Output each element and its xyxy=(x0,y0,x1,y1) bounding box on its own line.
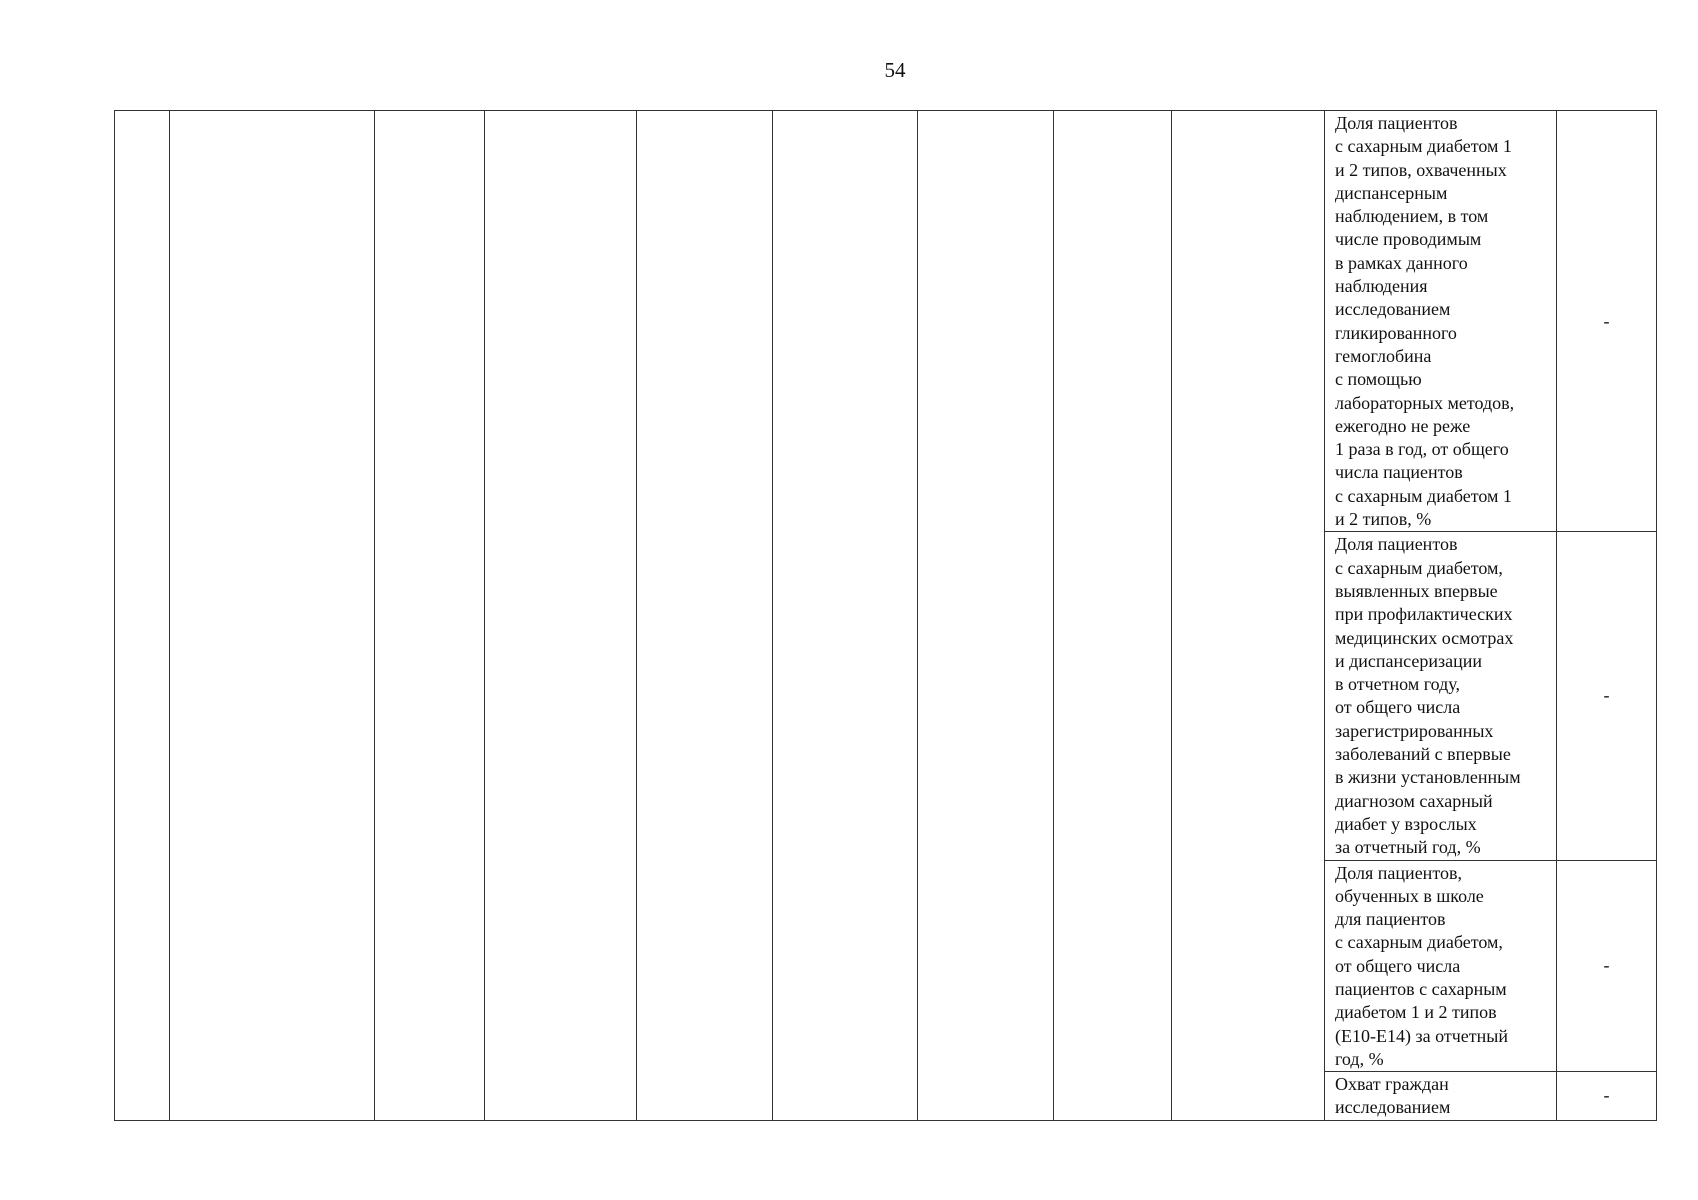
table-cell-empty xyxy=(918,111,1054,1121)
table-row xyxy=(115,111,1657,532)
indicator-name: Доля пациентов с сахарным диабетом 1 и 2 типов, охваченных диспансерным наблюдением, в том числе проводимым в рамках данного наблюдения исследованием гликированного гемоглобина с помощью лабораторных методов, ежегодно не реже 1 раза в год, от общего числа пациентов с сахарным диабетом 1 и 2 типов, % xyxy=(1325,111,1557,532)
page-number: 54 xyxy=(884,58,906,82)
indicator-value: - xyxy=(1557,111,1657,532)
table-cell-empty xyxy=(375,111,485,1121)
table-cell-empty xyxy=(773,111,918,1121)
table-cell-empty xyxy=(637,111,773,1121)
table-cell-empty xyxy=(1172,111,1325,1121)
indicator-name: Охват граждан исследованием xyxy=(1325,1072,1557,1121)
table-cell-empty xyxy=(170,111,375,1121)
indicator-value: - xyxy=(1557,860,1657,1072)
document-table xyxy=(114,110,1657,1121)
indicator-name: Доля пациентов, обученных в школе для пациентов с сахарным диабетом, от общего числа пациентов с сахарным диабетом 1 и 2 типов (Е10-Е14) за отчетный год, % xyxy=(1325,860,1557,1072)
table-cell-empty xyxy=(115,111,170,1121)
table-cell-empty xyxy=(1054,111,1172,1121)
indicator-name: Доля пациентов с сахарным диабетом, выявленных впервые при профилактических медицинских осмотрах и диспансеризации в отчетном году, от общего числа зарегистрированных заболеваний с впервые в жизни установленным диагнозом сахарный диабет у взрослых за отчетный год, % xyxy=(1325,532,1557,860)
indicator-value: - xyxy=(1557,532,1657,860)
table-cell-empty xyxy=(485,111,637,1121)
indicator-value: - xyxy=(1557,1072,1657,1121)
